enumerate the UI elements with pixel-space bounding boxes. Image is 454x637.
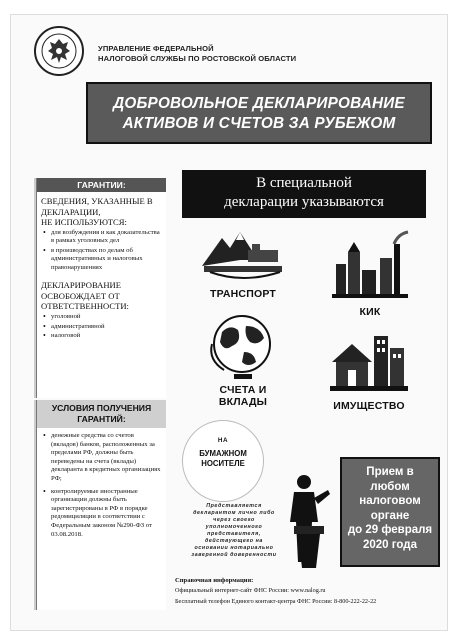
conditions-panel: [36, 400, 166, 610]
guarantees-panel: [36, 178, 166, 398]
list-item: • денежные средства со счетов (вкладов) банков, расположенных за пределами РФ, должны быть переведены на счета (вклады) деклaранта в кредитных организациях РФ;: [51, 432, 162, 484]
category-property: ИМУЩЕСТВО: [333, 400, 405, 412]
guarantees-intro: СВЕДЕНИЯ, УКАЗАННЫЕ В ДЕКЛАРАЦИИ, НЕ ИСПОЛЬЗУЮТСЯ:: [41, 196, 153, 227]
page-title: ДОБРОВОЛЬНОЕ ДЕКЛАРИРОВАНИЕ АКТИВОВ И СЧЕТОВ ЗА РУБЕЖОМ: [86, 82, 432, 144]
property-icon: [328, 322, 410, 394]
category-accounts: СЧЕТА И ВКЛАДЫ: [218, 384, 268, 408]
list-item: • контролируемые иностранные организации должны быть зарегистрированы в РФ в порядке редомициляции в соответствии с Федеральным законом №290-ФЗ от 03.08.2018.: [51, 488, 162, 540]
representative-note: Представляется декларантом лично либо через своего уполномоченного представителя, действующего на основании нотариально заверенной доверенности: [191, 503, 277, 558]
list-item: • налоговой: [51, 332, 162, 341]
fns-emblem-icon: [34, 26, 84, 76]
org-name: УПРАВЛЕНИЕ ФЕДЕРАЛЬНОЙ НАЛОГОВОЙ СЛУЖБЫ ПО РОСТОВСКОЙ ОБЛАСТИ: [98, 44, 297, 63]
conditions-list: [37, 432, 166, 539]
reception-box: Прием в любом налоговом органе до 29 февраля 2020 года: [340, 457, 440, 567]
conditions-heading: УСЛОВИЯ ПОЛУЧЕНИЯ ГАРАНТИЙ:: [37, 400, 166, 428]
transport-icon: [200, 226, 286, 286]
category-transport: ТРАНСПОРТ: [209, 288, 277, 300]
list-item: • в производствах по делам об административных и налоговых правонарушениях: [51, 247, 162, 273]
guarantees-list: [37, 229, 166, 273]
exempt-heading: ДЕКЛАРИРОВАНИЕ ОСВОБОЖДАЕТ ОТ ОТВЕТСТВЕННОСТИ:: [41, 280, 129, 312]
list-item: • уголовной: [51, 313, 162, 322]
list-item: • для возбуждения и как доказательства в рамках уголовных дел: [51, 229, 162, 246]
reference-info: Справочная информация: Официальный интернет-сайт ФНС России: www.nalog.ru Бесплатный телефон Единого контакт-центра ФНС России: 8-800-222-22-22: [175, 577, 377, 605]
factory-icon: [330, 230, 410, 302]
exempt-list: [37, 313, 166, 341]
globe-icon: [204, 312, 282, 382]
paper-medium-badge: НА БУМАЖНОМ НОСИТЕЛЕ: [182, 420, 264, 502]
guarantees-heading: ГАРАНТИИ:: [37, 178, 166, 192]
category-kik: КИК: [359, 306, 381, 318]
special-declaration-banner: В специальной декларации указываются: [182, 170, 426, 218]
list-item: • административной: [51, 323, 162, 332]
